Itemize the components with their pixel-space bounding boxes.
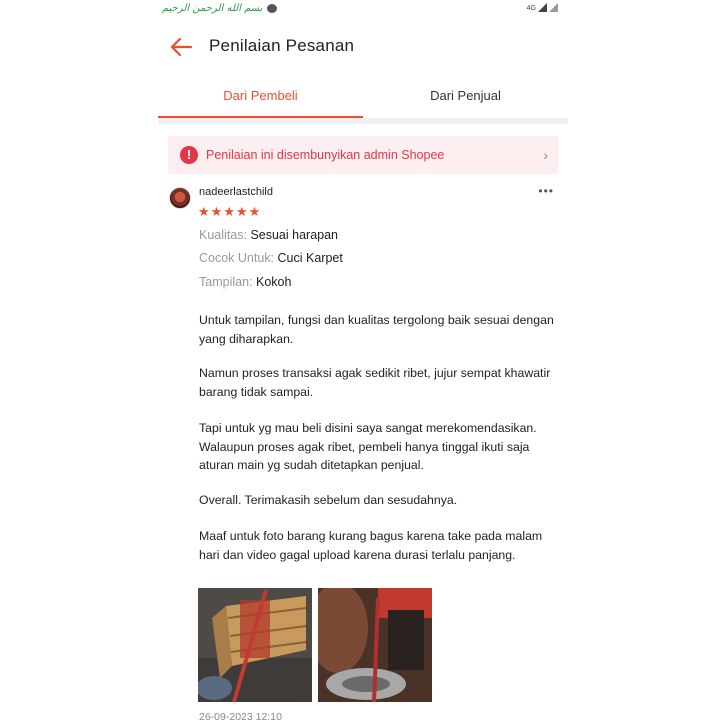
chat-bubble-icon (267, 4, 277, 13)
attribute-value: Sesuai harapan (250, 228, 339, 242)
back-arrow-icon[interactable] (169, 37, 193, 57)
star-icon: ★ (223, 204, 235, 219)
review-timestamp: 26-09-2023 12:10 (199, 711, 282, 723)
star-icon: ★ (210, 204, 223, 219)
review-photo[interactable] (318, 588, 432, 702)
attribute-kualitas (199, 228, 338, 242)
signal-icon (538, 3, 547, 12)
tab-dari-penjual[interactable]: Dari Penjual (430, 88, 501, 103)
review-paragraph: Overall. Terimakasih sebelum dan sesudahnya. (199, 493, 458, 507)
section-divider (158, 118, 568, 124)
network-type: 4G (526, 5, 536, 12)
review-paragraph: Maaf untuk foto barang kurang bagus karena take pada malam hari dan video gagal upload karena durasi terlalu panjang. (199, 529, 543, 562)
reviewer-username: nadeerlastchild (199, 186, 273, 198)
star-icon: ★ (235, 204, 248, 219)
review-photo[interactable] (198, 588, 312, 702)
tab-dari-pembeli[interactable]: Dari Pembeli (158, 76, 363, 118)
hidden-review-notice[interactable] (168, 136, 558, 174)
star-rating (198, 205, 260, 219)
attribute-key: Tampilan: (199, 275, 253, 289)
star-icon: ★ (198, 204, 210, 219)
chevron-right-icon: › (543, 147, 548, 163)
attribute-tampilan (199, 275, 291, 289)
header (158, 28, 568, 66)
star-icon: ★ (248, 204, 261, 219)
notice-text: Penilaian ini disembunyikan admin Shopee (206, 148, 445, 162)
app-screen (158, 0, 568, 726)
attribute-value: Kokoh (255, 275, 292, 289)
attribute-key: Kualitas: (199, 228, 247, 242)
avatar[interactable] (169, 187, 191, 209)
attribute-value: Cuci Karpet (277, 251, 343, 265)
review-paragraph: Namun proses transaksi agak sedikit ribet, jujur sempat khawatir barang tidak sampai. (199, 366, 551, 399)
review-photo-image (318, 588, 432, 702)
attribute-cocok-untuk (199, 251, 343, 265)
status-bar (158, 0, 568, 22)
alert-icon: ! (180, 146, 198, 164)
attribute-key: Cocok Untuk: (199, 251, 275, 265)
review-paragraph: Untuk tampilan, fungsi dan kualitas tergolong baik sesuai dengan yang diharapkan. (199, 313, 554, 346)
more-options-icon[interactable]: ••• (538, 184, 554, 198)
review-photo-image (198, 588, 312, 702)
review-paragraph: Tapi untuk yg mau beli disini saya sangat merekomendasikan. Walaupun proses agak ribet, pembeli hanya tinggal ikuti saja aturan main yg sudah ditetapkan penjual. (199, 421, 537, 472)
tab-bar (158, 76, 568, 120)
status-left (162, 3, 277, 14)
signal-secondary-icon (549, 3, 558, 12)
status-text: بسم الله الرحمن الرحيم (162, 3, 263, 14)
status-right (527, 3, 558, 12)
page-title: Penilaian Pesanan (209, 36, 355, 55)
